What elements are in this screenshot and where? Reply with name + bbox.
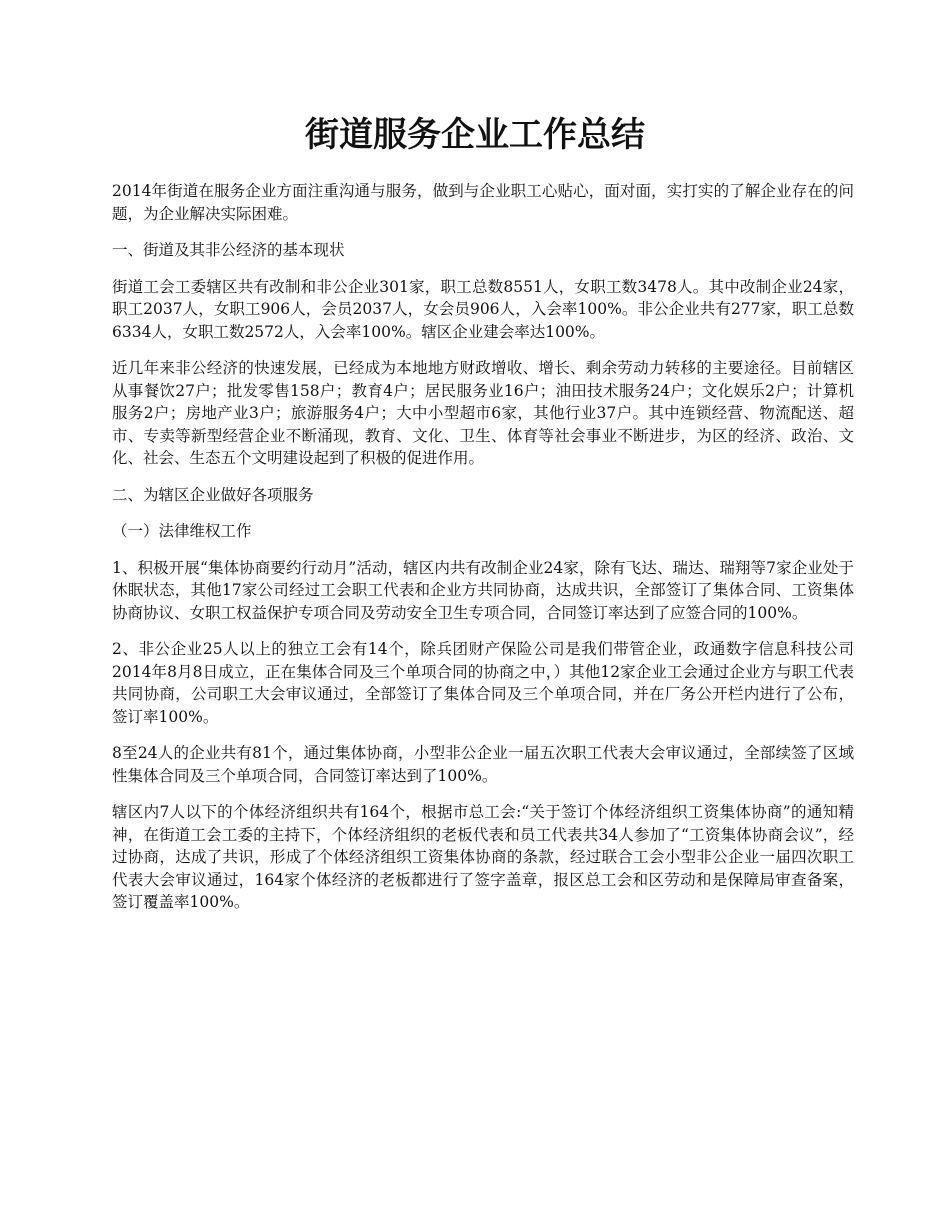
document-body — [112, 180, 854, 928]
document-title: 街道服务企业工作总结 — [305, 115, 645, 155]
item-1-paragraph: 1、积极开展“集体协商要约行动月”活动，辖区内共有改制企业24家，除有飞达、瑞达、瑞翔等7家企业处于休眠状态，其他17家公司经过工会职工代表和企业方共同协商，达成共识，全部签订了集体合同、工资集体协商协议、女职工权益保护专项合同及劳动安全卫生专项合同，合同签订率达到了应签合同的100%。 — [112, 558, 854, 622]
section-2-heading: 二、为辖区企业做好各项服务 — [112, 485, 314, 504]
section-1-heading: 一、街道及其非公经济的基本现状 — [112, 241, 345, 259]
section-1-paragraph-1: 街道工会工委辖区共有改制和非公企业301家，职工总数8551人，女职工数3478人。其中改制企业24家，职工2037人，女职工906人，会员2037人，女会员906人，入会率100%。非公企业共有277家，职工总数6334人，女职工数2572人，入会率100%。辖区企业建会率达100%。 — [112, 277, 854, 341]
subsection-1-heading: （一）法律维权工作 — [112, 522, 252, 540]
item-3-paragraph: 8至24人的企业共有81个，通过集体协商，小型非公企业一届五次职工代表大会审议通过，全部续签了区域性集体合同及三个单项合同，合同签订率达到了100%。 — [112, 744, 854, 785]
intro-paragraph: 2014年街道在服务企业方面注重沟通与服务，做到与企业职工心贴心，面对面，实打实的了解企业存在的问题，为企业解决实际困难。 — [112, 182, 854, 223]
item-4-paragraph: 辖区内7人以下的个体经济组织共有164个，根据市总工会:“关于签订个体经济组织工资集体协商”的通知精神，在街道工会工委的主持下，个体经济组织的老板代表和员工代表共34人参加了“工资集体协商会议”，经过协商，达成了共识，形成了个体经济组织工资集体协商的条款，经过联合工会小型非公企业一届四次职工代表大会审议通过，164家个体经济的老板都进行了签字盖章，报区总工会和区劳动和是保障局审查备案，签订覆盖率100%。 — [112, 803, 854, 911]
item-2-paragraph: 2、非公企业25人以上的独立工会有14个，除兵团财产保险公司是我们带管企业，政通数字信息科技公司2014年8月8日成立，正在集体合同及三个单项合同的协商之中，）其他12家企业工会通过企业方与职工代表共同协商，公司职工大会审议通过，全部签订了集体合同及三个单项合同，并在厂务公开栏内进行了公布，签订率100%。 — [112, 640, 854, 726]
section-1-paragraph-2: 近几年来非公经济的快速发展，已经成为本地地方财政增收、增长、剩余劳动力转移的主要途径。目前辖区从事餐饮27户；批发零售158户；教育4户；居民服务业16户；油田技术服务24户；文化娱乐2户；计算机服务2户；房地产业3户；旅游服务4户；大中小型超市6家，其他行业37户。其中连锁经营、物流配送、超市、专卖等新型经营企业不断涌现，教育、文化、卫生、体育等社会事业不断进步，为区的经济、政治、文化、社会、生态五个文明建设起到了积极的促进作用。 — [112, 359, 854, 467]
